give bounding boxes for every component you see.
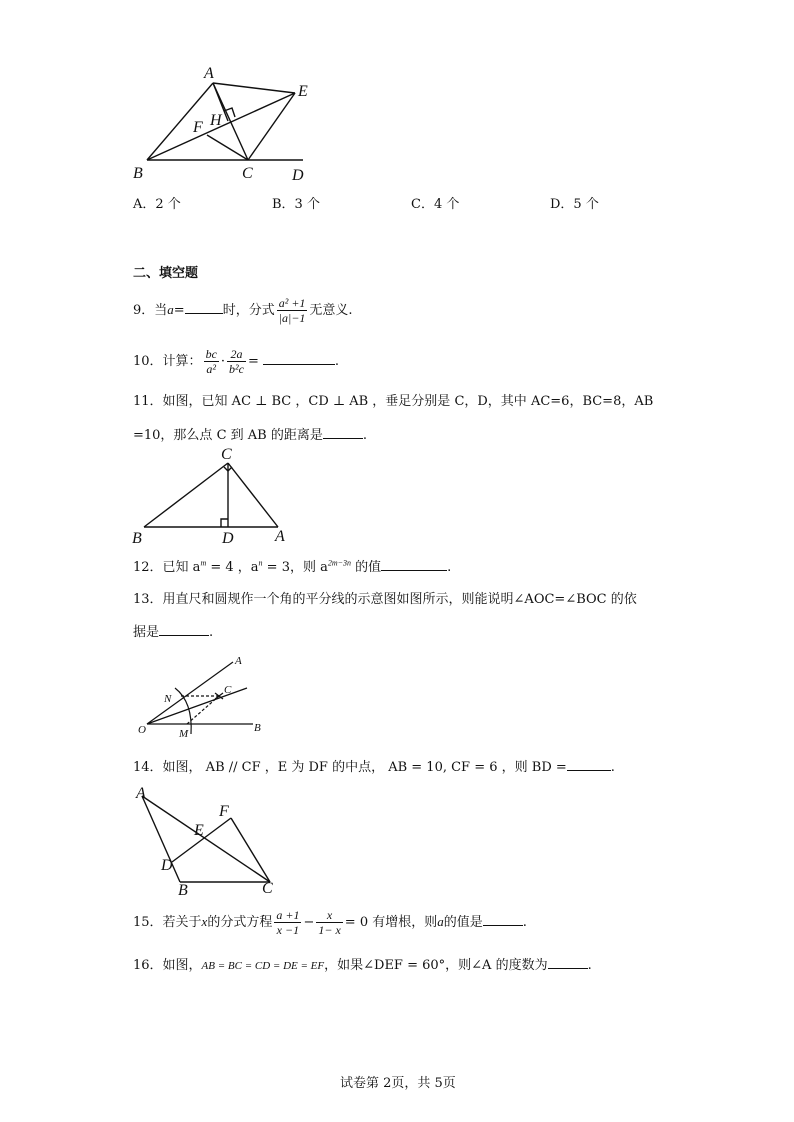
- q15-end: .: [522, 915, 527, 930]
- label-C: C: [242, 165, 253, 182]
- q13-line-2: [133, 621, 213, 640]
- q15-text-4: 的值是: [443, 915, 483, 930]
- question-12: [133, 556, 451, 575]
- q12-end: .: [447, 560, 452, 575]
- q9-text-2: 时，分式: [222, 303, 275, 318]
- q12-exp-1: m: [200, 558, 207, 568]
- q12-exp-3: 2m−3n: [327, 558, 352, 568]
- label-E: E: [194, 822, 204, 839]
- q12-text-4: 的值: [351, 560, 382, 575]
- choice-a: A．2 个: [133, 197, 181, 212]
- q11-line-1: 11．如图，已知 AC ⊥ BC ，CD ⊥ AB ，垂足分别是 C，D，其中 AC=6，BC=8，AB: [133, 394, 654, 409]
- label-C: C: [262, 880, 273, 897]
- q15-text-2: 的分式方程: [207, 915, 273, 930]
- question-9: [133, 296, 353, 325]
- q10-blank: [263, 352, 335, 365]
- q9-frac-num: a² +1: [278, 296, 306, 310]
- q14-blank: [567, 758, 611, 771]
- label-N: N: [164, 693, 172, 705]
- q15-fraction-2: [316, 908, 342, 937]
- q15-var-2: a: [437, 914, 444, 929]
- q11-line-2: [133, 424, 367, 443]
- q15-fraction-1: [274, 908, 301, 937]
- q14-end: .: [610, 760, 615, 775]
- label-B: B: [178, 882, 188, 899]
- label-H: H: [210, 112, 222, 129]
- label-D: D: [222, 530, 234, 547]
- label-A: A: [204, 65, 214, 82]
- q14-text: 14．如图， AB // CF ，E 为 DF 的中点， AB = 10, CF = 6 ，则 BD =: [133, 760, 567, 775]
- q10-text-1: 计算：: [162, 354, 202, 369]
- label-O: O: [138, 724, 146, 736]
- q9-text-3: 无意义.: [309, 303, 353, 318]
- q9-fraction: [277, 296, 308, 325]
- q12-text-3: = 3，则 a: [262, 560, 328, 575]
- q10-frac1-den: a²: [206, 362, 217, 376]
- q9-number: 9．: [133, 303, 155, 318]
- q12-text-2: = 4 ，a: [206, 560, 259, 575]
- label-A: A: [275, 528, 285, 545]
- q15-frac1-den: x −1: [276, 923, 300, 937]
- q13-line-1: 13．用直尺和圆规作一个角的平分线的示意图如图所示，则能说明∠AOC=∠BOC 的依: [133, 592, 637, 607]
- q10-fraction-1: [204, 347, 219, 376]
- q15-frac2-num: x: [316, 908, 342, 923]
- label-B: B: [132, 530, 142, 547]
- q15-minus: −: [303, 915, 315, 930]
- q15-frac2-den: 1− x: [318, 923, 341, 937]
- question-15: [133, 908, 527, 937]
- q9-eq: =: [173, 303, 185, 318]
- label-M: M: [179, 728, 189, 740]
- figure-rhombus: [130, 60, 330, 190]
- label-C: C: [221, 446, 232, 463]
- q10-fraction-2: [227, 347, 246, 376]
- question-14: [133, 756, 615, 775]
- figure-right-triangle: [130, 445, 300, 545]
- section-title: 二、填空题: [133, 266, 199, 281]
- q10-frac2-den: b²c: [229, 362, 244, 376]
- label-F: F: [219, 803, 229, 820]
- q16-text-1: 16．如图，: [133, 958, 202, 973]
- q15-text-1: 15．若关于: [133, 915, 202, 930]
- label-F: F: [193, 119, 203, 136]
- q11-end: .: [362, 428, 367, 443]
- q13-text: 据是: [133, 625, 160, 640]
- q15-var: x: [201, 914, 208, 929]
- q10-dot: ·: [220, 354, 226, 369]
- label-A: A: [235, 655, 242, 667]
- label-E: E: [298, 83, 308, 100]
- q12-text-1: 12．已知 a: [133, 560, 201, 575]
- q16-equation: AB = BC = CD = DE = EF: [201, 960, 325, 972]
- q13-blank: [159, 623, 209, 636]
- q15-frac1-num: a +1: [276, 908, 300, 922]
- label-B: B: [133, 165, 143, 182]
- figure-parallel: [130, 782, 290, 902]
- q11-text: =10，那么点 C 到 AB 的距离是: [133, 428, 323, 443]
- q9-text-1: 当: [154, 303, 168, 318]
- figure-angle-bisector: [135, 650, 275, 740]
- q9-var: a: [167, 302, 174, 317]
- q9-blank: [185, 301, 223, 314]
- q10-number: 10．: [133, 354, 163, 369]
- q12-blank: [381, 558, 447, 571]
- label-D: D: [292, 167, 304, 184]
- choice-d: D．5 个: [550, 197, 599, 212]
- q11-blank: [323, 426, 363, 439]
- choice-b: B．3 个: [272, 197, 320, 212]
- q16-blank: [548, 956, 588, 969]
- choice-c: C．4 个: [411, 197, 460, 212]
- label-C: C: [224, 684, 232, 696]
- q10-end: .: [334, 354, 340, 369]
- q16-end: .: [587, 958, 592, 973]
- q15-blank: [483, 913, 523, 926]
- q10-eq: =: [247, 354, 259, 369]
- label-B: B: [254, 722, 261, 734]
- q15-text-3: = 0 有增根，则: [344, 915, 438, 930]
- q16-text-2: ，如果∠DEF = 60°，则∠A 的度数为: [324, 958, 548, 973]
- q13-end: .: [209, 625, 214, 640]
- q9-frac-den: |a|−1: [278, 311, 306, 325]
- question-10: [133, 347, 339, 376]
- page-footer: 试卷第 2页，共 5页: [340, 1076, 456, 1091]
- q12-exp-2: n: [258, 558, 263, 568]
- question-16: [133, 954, 592, 973]
- q10-frac2-num: 2a: [227, 347, 246, 362]
- label-D: D: [161, 857, 173, 874]
- q10-frac1-num: bc: [205, 347, 217, 361]
- label-A: A: [136, 785, 146, 802]
